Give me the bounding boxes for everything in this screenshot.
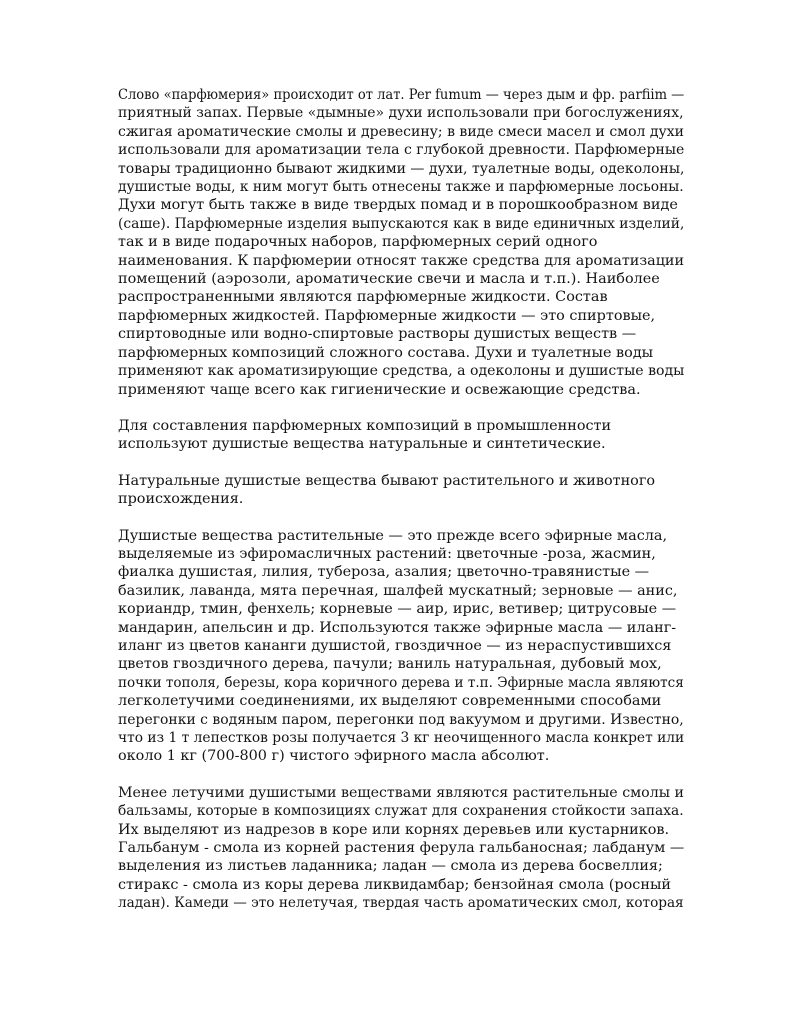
document-page xyxy=(118,86,684,931)
text-line: наименования. К парфюмерии относят также средства для ароматизации xyxy=(118,252,685,269)
text-line: почки тополя, березы, кора коричного дерева и т.п. Эфирные масла являются xyxy=(118,674,684,691)
text-line: Слово «парфюмерия» происходит от лат. Per fumum — через дым и фр. parfiim — xyxy=(118,87,685,103)
text-line: Душистые вещества растительные — это прежде всего эфирные масла, xyxy=(118,527,668,544)
text-line: Духи могут быть также в виде твердых помад и в порошкообразном виде xyxy=(118,197,678,214)
text-line: мандарин, апельсин и др. Используются также эфирные масла — иланг- xyxy=(118,619,677,636)
paragraph-resins-balsams xyxy=(118,784,684,913)
text-line: применяют как ароматизирующие средства, а одеколоны и душистые воды xyxy=(118,363,685,380)
text-line: Для составления парфюмерных композиций в промышленности xyxy=(118,417,612,434)
text-line: легколетучими соединениями, их выделяют современными способами xyxy=(118,693,662,710)
text-line: базилик, лаванда, мята перечная, шалфей мускатный; зерновые — анис, xyxy=(118,582,678,599)
text-line: фиалка душистая, лилия, тубероза, азалия; цветочно-травянистые — xyxy=(118,564,650,581)
text-line: ладан). Камеди — это нелетучая, твердая часть ароматических смол, которая xyxy=(118,895,684,912)
text-line: помещений (аэрозоли, ароматические свечи и масла и т.п.). Наиболее xyxy=(118,271,660,288)
paragraph-plant-substances xyxy=(118,527,684,766)
text-line: парфюмерных жидкостей. Парфюмерные жидкости — это спиртовые, xyxy=(118,307,656,324)
text-line: стиракс - смола из коры дерева ликвидамбар; бензойная смола (росный xyxy=(118,876,671,893)
text-line: (саше). Парфюмерные изделия выпускаются как в виде единичных изделий, xyxy=(118,215,685,232)
text-line: происхождения. xyxy=(118,491,244,508)
text-line: распространенными являются парфюмерные жидкости. Состав xyxy=(118,289,608,306)
paragraph-perfumery-intro xyxy=(118,86,684,399)
text-line: Менее летучими душистыми веществами являются растительные смолы и xyxy=(118,784,685,801)
text-line: кориандр, тмин, фенхель; корневые — аир, ирис, ветивер; цитрусовые — xyxy=(118,601,677,618)
text-line: что из 1 т лепестков розы получается 3 кг неочищенного масла конкрет или xyxy=(118,730,685,746)
text-line: бальзамы, которые в композициях служат для сохранения стойкости запаха. xyxy=(118,803,684,820)
text-line: так и в виде подарочных наборов, парфюмерных серий одного xyxy=(118,234,598,251)
text-line: спиртоводные или водно-спиртовые растворы душистых веществ — xyxy=(118,326,637,343)
text-line: цветов гвоздичного дерева, пачули; ваниль натуральная, дубовый мох, xyxy=(118,656,662,673)
text-line: Натуральные душистые вещества бывают растительного и животного xyxy=(118,472,656,489)
text-line: Гальбанум - смола из корней растения ферула гальбаносная; лабданум — xyxy=(118,840,685,857)
text-line: применяют чаще всего как гигиенические и освежающие средства. xyxy=(118,381,641,398)
text-line: товары традиционно бывают жидкими — духи, туалетные воды, одеколоны, xyxy=(118,160,685,177)
text-line: иланг из цветов кананги душистой, гвоздичное — из нераспустившихся xyxy=(118,637,672,654)
text-line: перегонки с водяным паром, перегонки под вакуумом и другими. Известно, xyxy=(118,711,684,728)
text-line: душистые воды, к ним могут быть отнесены также и парфюмерные лосьоны. xyxy=(118,179,684,196)
text-line: используют душистые вещества натуральные и синтетические. xyxy=(118,436,606,453)
paragraph-natural-origin xyxy=(118,472,684,509)
paragraph-composition-sources xyxy=(118,417,684,454)
text-line: сжигая ароматические смолы и древесину; в виде смеси масел и смол духи xyxy=(118,123,685,140)
text-line: парфюмерных композиций сложного состава. Духи и туалетные воды xyxy=(118,344,654,361)
text-line: Их выделяют из надрезов в коре или корнях деревьев или кустарников. xyxy=(118,821,670,838)
text-line: около 1 кг (700-800 г) чистого эфирного масла абсолют. xyxy=(118,748,550,765)
text-line: приятный запах. Первые «дымные» духи использовали при богослужениях, xyxy=(118,105,684,122)
text-line: использовали для ароматизации тела с глубокой древности. Парфюмерные xyxy=(118,142,685,159)
text-line: выделения из листьев ладанника; ладан — смола из дерева босвеллия; xyxy=(118,858,663,875)
text-line: выделяемые из эфиромасличных растений: цветочные -роза, жасмин, xyxy=(118,545,656,562)
